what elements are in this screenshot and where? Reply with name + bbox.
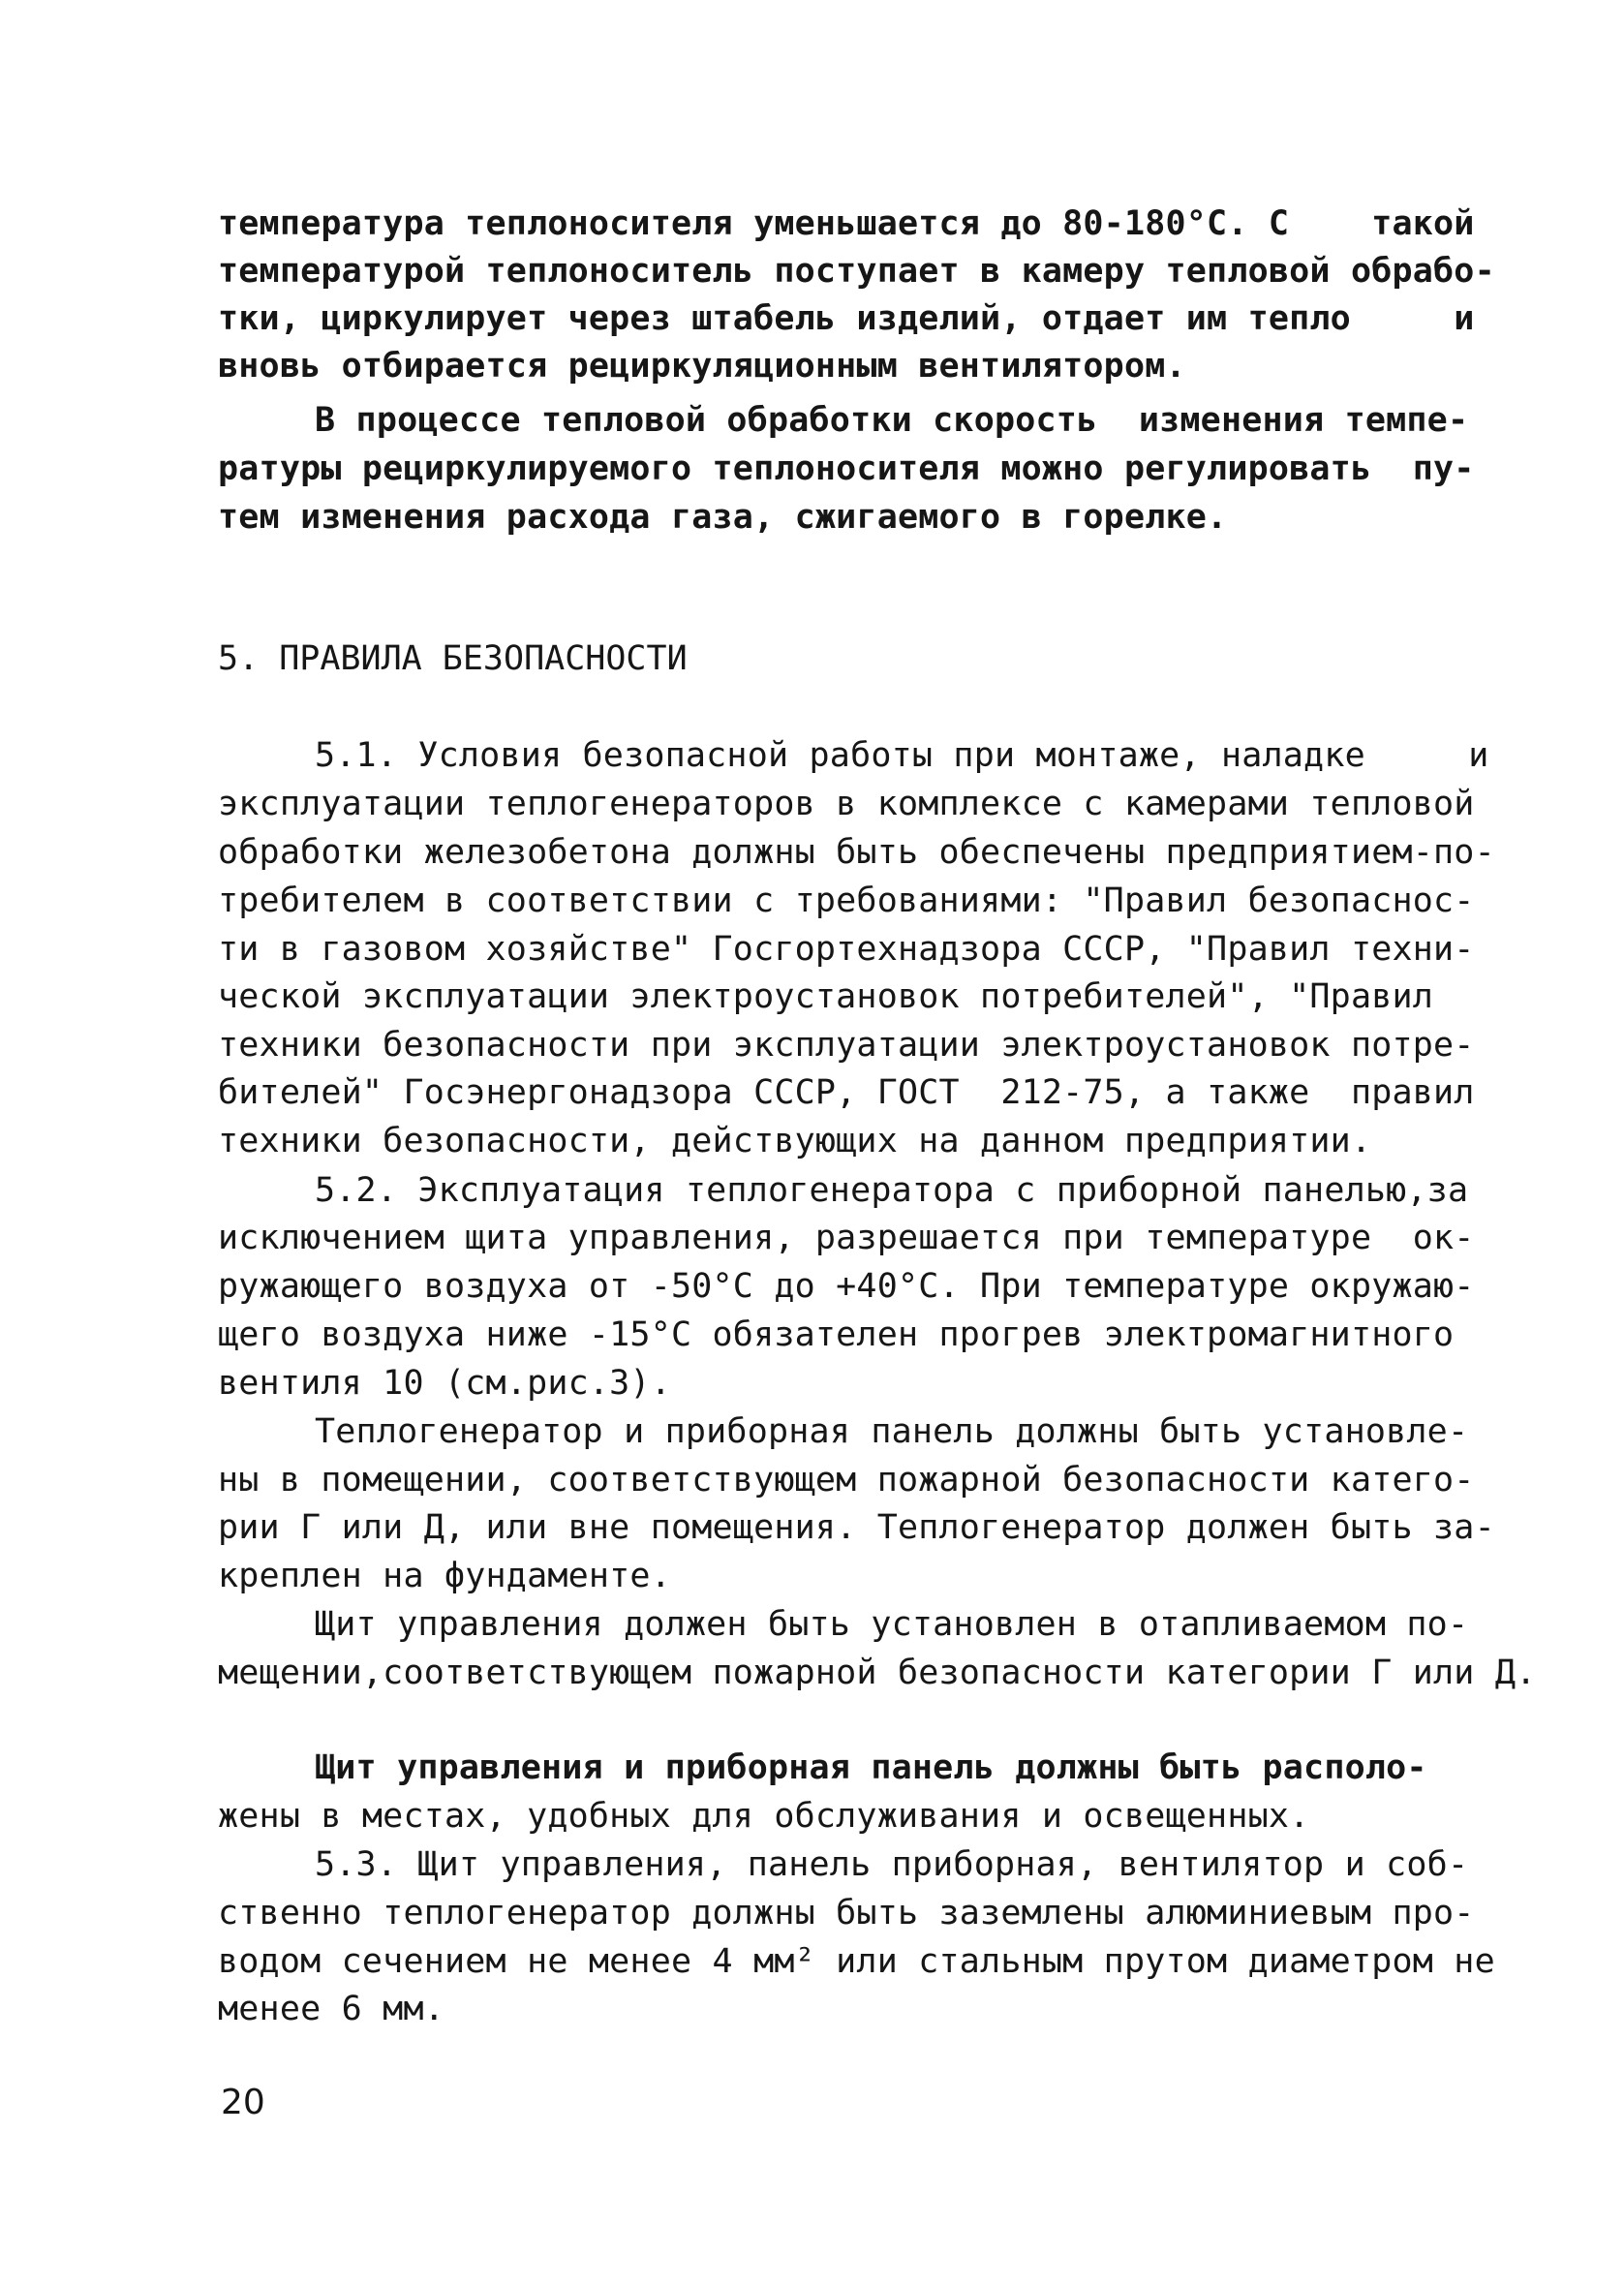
clause-5-2-line-4: щего воздуха ниже -15°С обязателен прогрев электромагнитного [218,1315,1455,1354]
installation-line-2: ны в помещении, соответствующем пожарной безопасности катего- [218,1461,1475,1500]
control-panel-line-1: Щит управления должен быть установлен в отапливаемом по- [315,1605,1469,1644]
clause-5-3-line-2: ственно теплогенератор должны быть заземлены алюминиевым про- [218,1894,1475,1932]
installation-line-3: рии Г или Д, или вне помещения. Теплогенератор должен быть за- [218,1508,1495,1547]
clause-5-3-line-4: менее 6 мм. [218,1990,444,2028]
intro-line-3: тки, циркулирует через штабель изделий, отдает им тепло и [218,299,1475,338]
page-number: 20 [221,2083,265,2122]
clause-5-1-line-6: ческой эксплуатации электроустановок потребителей", "Правил [218,977,1434,1016]
process-line-1: В процессе тепловой обработки скорость изменения темпе- [315,401,1469,440]
clause-5-1-line-5: ти в газовом хозяйстве" Госгортехнадзора СССР, "Правил техни- [218,930,1475,969]
clause-5-2-line-3: ружающего воздуха от -50°С до +40°С. При температуре окружаю- [218,1267,1475,1306]
installation-line-1: Теплогенератор и приборная панель должны быть установле- [315,1412,1469,1451]
intro-line-1: температура теплоносителя уменьшается до 80-180°С. С такой [218,204,1475,243]
clause-5-1-line-2: эксплуатации теплогенераторов в комплексе с камерами тепловой [218,785,1475,823]
placement-line-1: Щит управления и приборная панель должны быть располо- [315,1748,1427,1787]
process-line-3: тем изменения расхода газа, сжигаемого в горелке. [218,498,1228,537]
clause-5-2-line-2: исключением щита управления, разрешается при температуре ок- [218,1219,1475,1257]
clause-5-2-line-5: вентиля 10 (см.рис.3). [218,1364,671,1403]
section-heading: 5. ПРАВИЛА БЕЗОПАСНОСТИ [218,639,688,678]
clause-5-1-line-7: техники безопасности при эксплуатации электроустановок потре- [218,1026,1475,1065]
clause-5-3-line-3: водом сечением не менее 4 мм² или стальным прутом диаметром не [218,1942,1495,1981]
control-panel-line-2: мещении,соответствующем пожарной безопасности категории Г или Д. [218,1654,1537,1692]
clause-5-3-line-1: 5.3. Щит управления, панель приборная, вентилятор и соб- [315,1845,1469,1884]
placement-line-2: жены в местах, удобных для обслуживания и освещенных. [218,1797,1310,1836]
clause-5-2-line-1: 5.2. Эксплуатация теплогенератора с приборной панелью,за [315,1171,1469,1210]
installation-line-4: креплен на фундаменте. [218,1557,671,1595]
clause-5-1-line-1: 5.1. Условия безопасной работы при монтаже, наладке и [315,736,1489,775]
process-line-2: ратуры рециркулируемого теплоносителя можно регулировать пу- [218,449,1475,488]
clause-5-1-line-8: бителей" Госэнергонадзора СССР, ГОСТ 212-75, а также правил [218,1073,1475,1112]
clause-5-1-line-4: требителем в соответствии с требованиями: "Правил безопаснос- [218,881,1475,920]
clause-5-1-line-9: техники безопасности, действующих на данном предприятии. [218,1122,1372,1160]
intro-line-2: температурой теплоноситель поступает в камеру тепловой обрабо- [218,252,1495,291]
intro-line-4: вновь отбирается рециркуляционным вентилятором. [218,347,1186,386]
clause-5-1-line-3: обработки железобетона должны быть обеспечены предприятием-по- [218,833,1495,872]
